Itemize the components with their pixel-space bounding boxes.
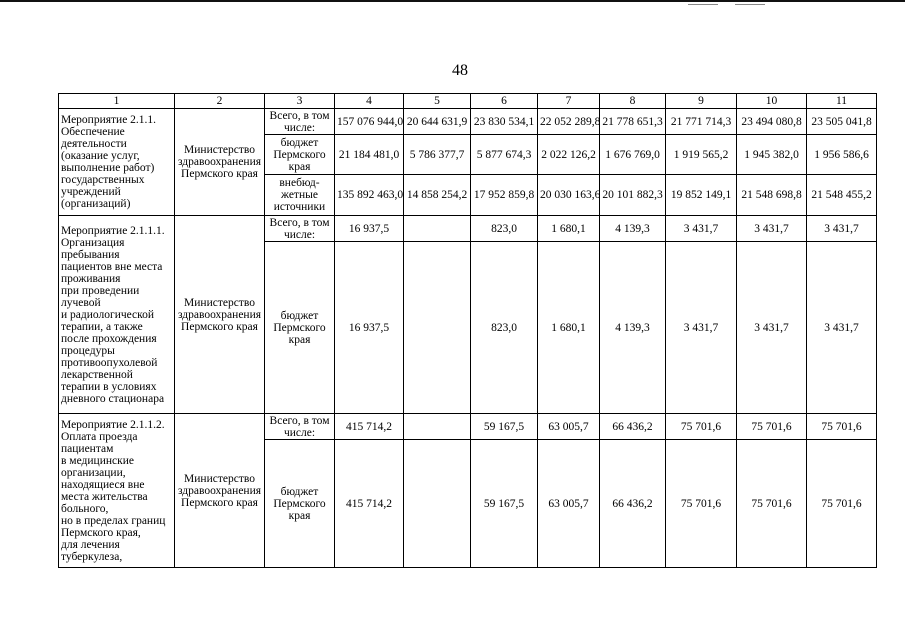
amount-cell: 1 956 586,6 xyxy=(807,135,877,175)
amount-cell xyxy=(404,242,471,414)
table-row xyxy=(59,109,877,135)
amount-cell: 157 076 944,0 xyxy=(335,109,404,135)
amount-cell: 3 431,7 xyxy=(807,216,877,242)
amount-cell: 75 701,6 xyxy=(666,414,737,440)
amount-cell: 135 892 463,0 xyxy=(335,175,404,216)
measure-name-line: государственных xyxy=(61,174,145,186)
measure-name-line: учреждений xyxy=(61,186,121,198)
amount-cell: 2 022 126,2 xyxy=(538,135,600,175)
top-scan-mark xyxy=(735,4,765,5)
amount-cell: 66 436,2 xyxy=(600,414,666,440)
table-row xyxy=(59,414,877,440)
table-row xyxy=(59,216,877,242)
measure-name-line: находящиеся вне xyxy=(61,478,145,491)
amount-cell: 21 184 481,0 xyxy=(335,135,404,175)
amount-cell: 3 431,7 xyxy=(666,216,737,242)
amount-cell: 3 431,7 xyxy=(666,242,737,414)
amount-cell: 59 167,5 xyxy=(471,414,538,440)
measure-name-line: больного, xyxy=(61,502,109,515)
column-header: 4 xyxy=(335,94,404,109)
measure-name-cell xyxy=(59,109,175,216)
top-border-line xyxy=(0,0,905,2)
amount-cell: 1 680,1 xyxy=(538,216,600,242)
amount-cell: 21 771 714,3 xyxy=(666,109,737,135)
funding-source-cell: внебюд-жетные источники xyxy=(265,175,335,216)
measure-name-line: дневного стационара xyxy=(61,392,165,405)
measure-name-line: Обеспечение xyxy=(61,126,125,138)
amount-cell: 16 937,5 xyxy=(335,216,404,242)
measure-name-line: деятельности xyxy=(61,138,127,150)
amount-cell: 63 005,7 xyxy=(538,440,600,568)
column-header: 7 xyxy=(538,94,600,109)
funding-source-cell: Всего, в том числе: xyxy=(265,109,335,135)
column-header: 9 xyxy=(666,94,737,109)
amount-cell: 75 701,6 xyxy=(737,440,807,568)
measure-name-line: места жительства xyxy=(61,490,148,503)
column-header: 11 xyxy=(807,94,877,109)
measure-name-line: Мероприятие 2.1.1.1. xyxy=(61,224,165,237)
funding-source-cell: Всего, в том числе: xyxy=(265,216,335,242)
measure-name-line: процедуры xyxy=(61,344,115,357)
amount-cell: 415 714,2 xyxy=(335,414,404,440)
amount-cell xyxy=(404,216,471,242)
amount-cell: 75 701,6 xyxy=(807,414,877,440)
measure-name-line: лекарственной xyxy=(61,368,133,381)
page-number: 48 xyxy=(452,62,468,79)
measure-name-line: терапии, а также xyxy=(61,320,143,333)
amount-cell: 21 548 455,2 xyxy=(807,175,877,216)
amount-cell xyxy=(404,440,471,568)
measure-name-line: выполнение работ) xyxy=(61,162,155,174)
amount-cell: 1 945 382,0 xyxy=(737,135,807,175)
amount-cell: 59 167,5 xyxy=(471,440,538,568)
amount-cell: 22 052 289,8 xyxy=(538,109,600,135)
amount-cell: 823,0 xyxy=(471,242,538,414)
column-header: 5 xyxy=(404,94,471,109)
measure-name-line: пациентам xyxy=(61,442,114,455)
measure-name-line: при проведении xyxy=(61,284,140,297)
executor-cell: Министерство здравоохранения Пермского края xyxy=(175,109,265,216)
funding-source-cell: бюджет Пермского края xyxy=(265,135,335,175)
budget-table xyxy=(58,93,877,568)
column-header: 2 xyxy=(175,94,265,109)
measure-name-line: пребывания xyxy=(61,248,120,261)
measure-name-line: (организаций) xyxy=(61,198,131,210)
amount-cell: 75 701,6 xyxy=(807,440,877,568)
measure-name-line: Мероприятие 2.1.1.2. xyxy=(61,418,165,431)
measure-name-line: после прохождения xyxy=(61,332,157,345)
amount-cell: 20 030 163,6 xyxy=(538,175,600,216)
measure-name-line: Пермского края, xyxy=(61,526,141,539)
measure-name-line: пациентов вне места xyxy=(61,260,163,273)
measure-name-cell xyxy=(59,414,175,568)
amount-cell: 3 431,7 xyxy=(807,242,877,414)
amount-cell: 75 701,6 xyxy=(737,414,807,440)
measure-name-cell xyxy=(59,216,175,414)
amount-cell: 23 830 534,1 xyxy=(471,109,538,135)
funding-source-cell: бюджет Пермского края xyxy=(265,440,335,568)
funding-source-cell: бюджет Пермского края xyxy=(265,242,335,414)
amount-cell: 20 101 882,3 xyxy=(600,175,666,216)
column-header: 8 xyxy=(600,94,666,109)
measure-name-line: организации, xyxy=(61,466,126,479)
amount-cell: 21 778 651,3 xyxy=(600,109,666,135)
measure-name-line: Мероприятие 2.1.1. xyxy=(61,114,157,126)
amount-cell: 14 858 254,2 xyxy=(404,175,471,216)
measure-name-line: лучевой xyxy=(61,296,101,309)
measure-name-line: Организация xyxy=(61,236,125,249)
amount-cell: 63 005,7 xyxy=(538,414,600,440)
column-header: 1 xyxy=(59,94,175,109)
executor-cell: Министерство здравоохранения Пермского края xyxy=(175,414,265,568)
measure-name-line: в медицинские xyxy=(61,454,134,467)
amount-cell: 5 786 377,7 xyxy=(404,135,471,175)
amount-cell: 66 436,2 xyxy=(600,440,666,568)
column-header: 6 xyxy=(471,94,538,109)
amount-cell: 823,0 xyxy=(471,216,538,242)
amount-cell: 1 680,1 xyxy=(538,242,600,414)
amount-cell: 3 431,7 xyxy=(737,242,807,414)
amount-cell: 23 505 041,8 xyxy=(807,109,877,135)
amount-cell: 21 548 698,8 xyxy=(737,175,807,216)
amount-cell: 4 139,3 xyxy=(600,242,666,414)
amount-cell: 4 139,3 xyxy=(600,216,666,242)
amount-cell: 20 644 631,9 xyxy=(404,109,471,135)
measure-name-line: противоопухолевой xyxy=(61,356,158,369)
measure-name-line: (оказание услуг, xyxy=(61,150,140,162)
amount-cell: 75 701,6 xyxy=(666,440,737,568)
measure-name-line: Оплата проезда xyxy=(61,430,138,443)
amount-cell: 16 937,5 xyxy=(335,242,404,414)
measure-name-line: и радиологической xyxy=(61,308,155,321)
measure-name-line: туберкулеза, xyxy=(61,550,123,563)
amount-cell: 5 877 674,3 xyxy=(471,135,538,175)
amount-cell: 1 919 565,2 xyxy=(666,135,737,175)
funding-source-cell: Всего, в том числе: xyxy=(265,414,335,440)
measure-name-line: терапии в условиях xyxy=(61,380,157,393)
measure-name-line: но в пределах границ xyxy=(61,514,166,527)
executor-cell: Министерство здравоохранения Пермского края xyxy=(175,216,265,414)
top-scan-mark xyxy=(688,4,718,5)
amount-cell: 23 494 080,8 xyxy=(737,109,807,135)
amount-cell xyxy=(404,414,471,440)
amount-cell: 19 852 149,1 xyxy=(666,175,737,216)
amount-cell: 1 676 769,0 xyxy=(600,135,666,175)
measure-name-line: для лечения xyxy=(61,538,120,551)
amount-cell: 17 952 859,8 xyxy=(471,175,538,216)
amount-cell: 3 431,7 xyxy=(737,216,807,242)
measure-name-line: проживания xyxy=(61,272,121,285)
column-header: 10 xyxy=(737,94,807,109)
amount-cell: 415 714,2 xyxy=(335,440,404,568)
column-number-row xyxy=(59,94,877,109)
column-header: 3 xyxy=(265,94,335,109)
